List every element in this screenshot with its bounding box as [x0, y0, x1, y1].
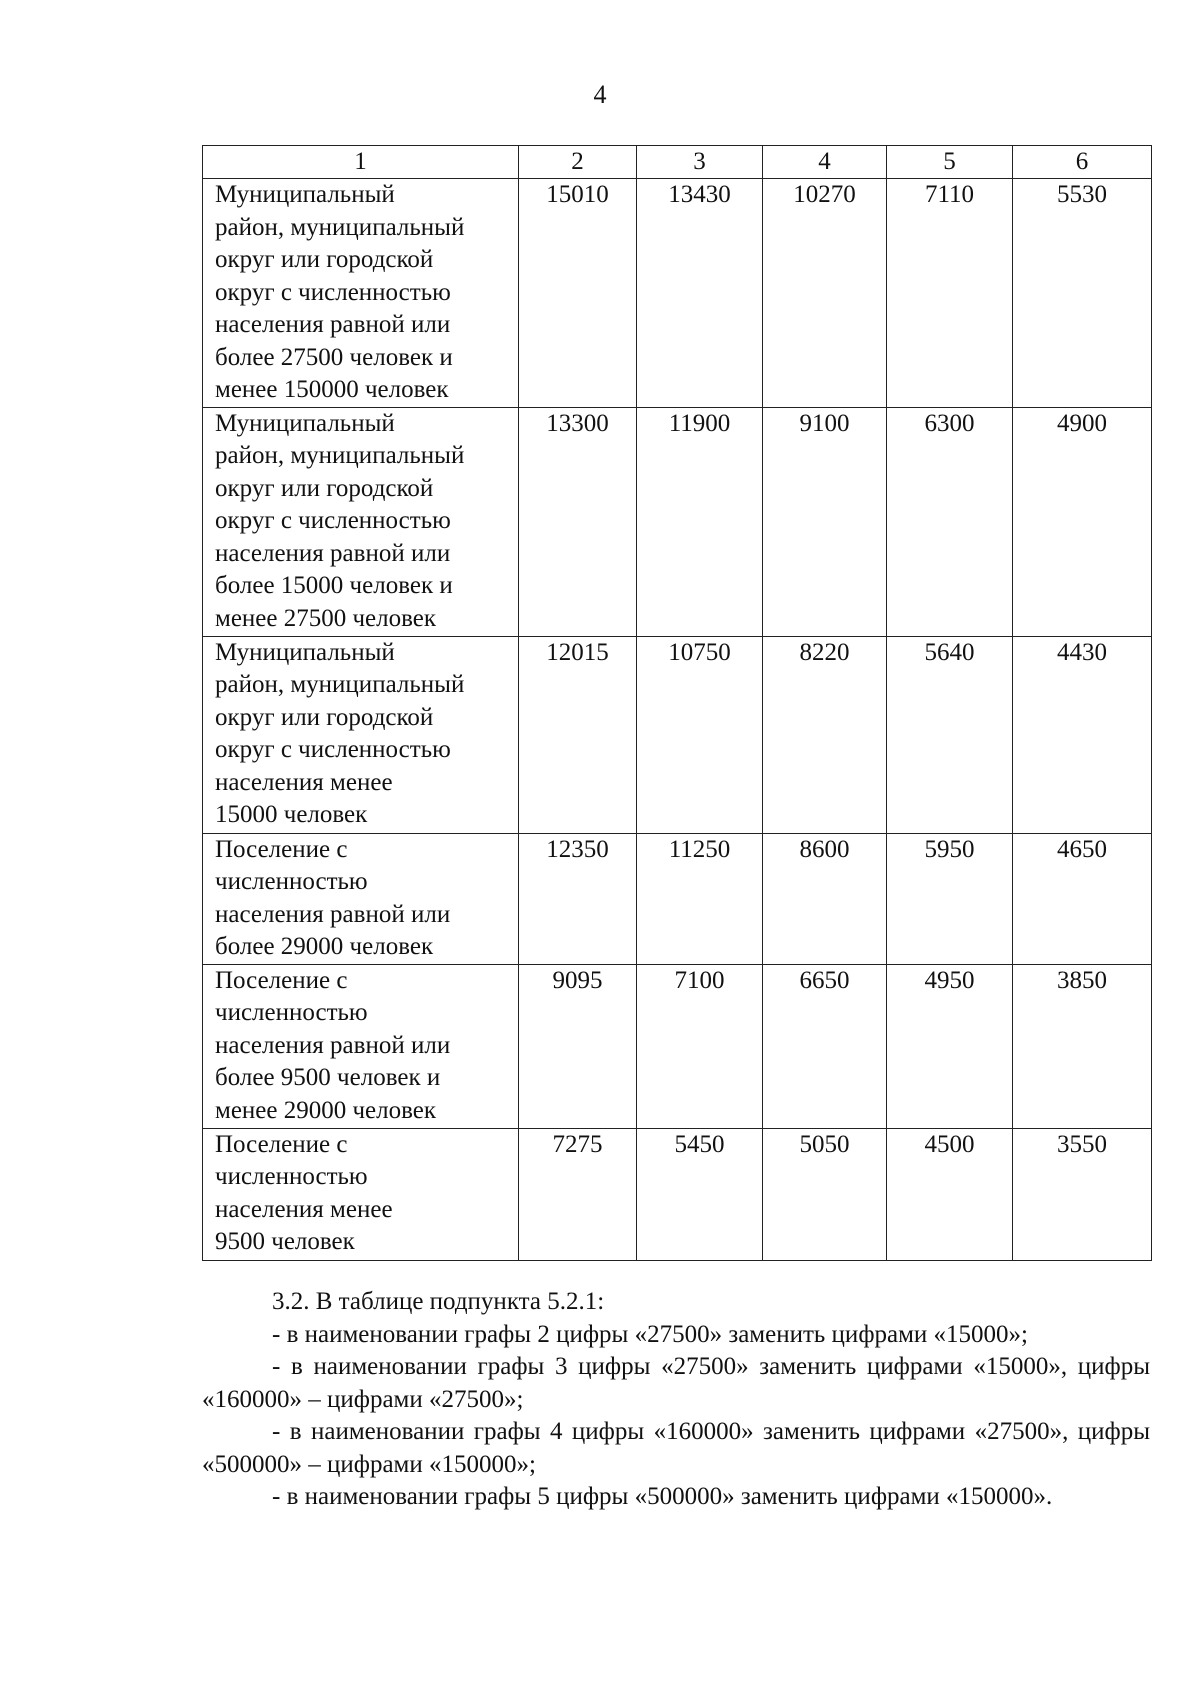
table-cell: 11250 — [637, 833, 763, 964]
table-cell: 6650 — [763, 964, 887, 1128]
table-cell: 12350 — [519, 833, 637, 964]
table-header — [203, 146, 1152, 179]
table-cell: 13300 — [519, 407, 637, 636]
table-cell: 13430 — [637, 179, 763, 408]
paragraph-item: - в наименовании графы 3 цифры «27500» заменить цифрами «15000», цифры «160000» – цифрами «27500»; — [202, 1353, 1150, 1413]
table-cell: 9095 — [519, 964, 637, 1128]
table-cell: 12015 — [519, 636, 637, 833]
paragraph-item: - в наименовании графы 5 цифры «500000» заменить цифрами «150000». — [272, 1483, 1053, 1510]
column-header-2: 2 — [519, 146, 637, 179]
table-row — [203, 636, 1152, 833]
row-label: Муниципальный район, муниципальный округ или городской округ с численностью населения равной или более 15000 человек и менее 27500 человек — [203, 407, 519, 636]
table-cell: 4430 — [1013, 636, 1152, 833]
table-cell: 4650 — [1013, 833, 1152, 964]
column-header-6: 6 — [1013, 146, 1152, 179]
column-header-3: 3 — [637, 146, 763, 179]
table-cell: 9100 — [763, 407, 887, 636]
table-cell: 3850 — [1013, 964, 1152, 1128]
row-label: Муниципальный район, муниципальный округ или городской округ с численностью населения равной или более 27500 человек и менее 150000 человек — [203, 179, 519, 408]
rates-table — [202, 145, 1152, 1261]
table-cell: 4500 — [887, 1128, 1013, 1260]
table-cell: 11900 — [637, 407, 763, 636]
table-cell: 4950 — [887, 964, 1013, 1128]
table-cell: 7110 — [887, 179, 1013, 408]
table-cell: 7100 — [637, 964, 763, 1128]
paragraph-item: - в наименовании графы 4 цифры «160000» заменить цифрами «27500», цифры «500000» – цифрами «150000»; — [202, 1418, 1150, 1478]
paragraph-item: - в наименовании графы 2 цифры «27500» заменить цифрами «15000»; — [272, 1320, 1029, 1348]
row-label: Поселение с численностью населения равной или более 9500 человек и менее 29000 человек — [203, 964, 519, 1128]
table-cell: 5950 — [887, 833, 1013, 964]
amendment-text — [202, 1286, 1150, 1514]
paragraph-section-heading: 3.2. В таблице подпункта 5.2.1: — [272, 1288, 605, 1315]
table-body — [203, 179, 1152, 1261]
table-row — [203, 407, 1152, 636]
header-row — [203, 146, 1152, 179]
table-cell: 5640 — [887, 636, 1013, 833]
table-cell: 8220 — [763, 636, 887, 833]
table-cell: 5530 — [1013, 179, 1152, 408]
table-cell: 6300 — [887, 407, 1013, 636]
table-row — [203, 179, 1152, 408]
row-label: Поселение с численностью населения равной или более 29000 человек — [203, 833, 519, 964]
table-row — [203, 1128, 1152, 1260]
page-number: 4 — [593, 80, 607, 109]
table-cell: 5050 — [763, 1128, 887, 1260]
table-cell: 4900 — [1013, 407, 1152, 636]
table-cell: 15010 — [519, 179, 637, 408]
table-cell: 8600 — [763, 833, 887, 964]
column-header-5: 5 — [887, 146, 1013, 179]
row-label: Поселение с численностью населения менее 9500 человек — [203, 1128, 519, 1260]
table-cell: 7275 — [519, 1128, 637, 1260]
table-cell: 10270 — [763, 179, 887, 408]
table-cell: 10750 — [637, 636, 763, 833]
table-row — [203, 833, 1152, 964]
table-cell: 5450 — [637, 1128, 763, 1260]
column-header-1: 1 — [203, 146, 519, 179]
table-row — [203, 964, 1152, 1128]
column-header-4: 4 — [763, 146, 887, 179]
table-cell: 3550 — [1013, 1128, 1152, 1260]
row-label: Муниципальный район, муниципальный округ или городской округ с численностью населения менее 15000 человек — [203, 636, 519, 833]
